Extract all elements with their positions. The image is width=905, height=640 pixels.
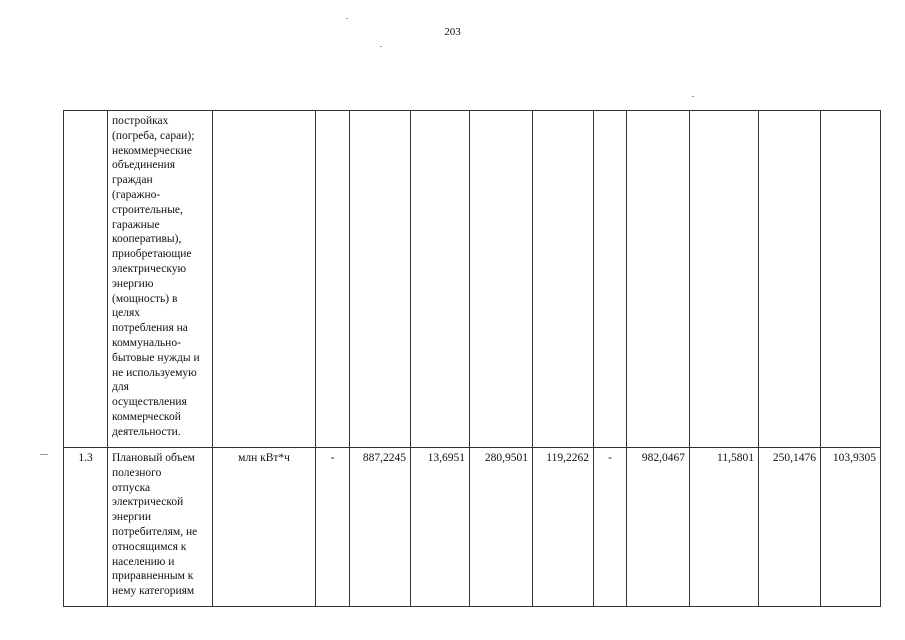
value-cell: 280,9501: [470, 448, 533, 607]
description-line: (гаражно-: [112, 188, 161, 201]
value-cell: [470, 111, 533, 448]
value-cell: [759, 111, 821, 448]
value-cell: 887,2245: [350, 448, 411, 607]
description-line: для: [112, 381, 129, 394]
description-line: потребления на: [112, 322, 188, 335]
value-cell: [411, 111, 470, 448]
description-line: целях: [112, 307, 141, 320]
scan-speck: [40, 454, 48, 455]
description-line: приравненным к: [112, 570, 194, 583]
row-index-cell: [64, 111, 108, 448]
description-line: бытовые нужды и: [112, 351, 200, 364]
description-line: электрическую: [112, 262, 187, 275]
value-cell: [350, 111, 411, 448]
row-unit-cell: млн кВт*ч: [213, 448, 316, 607]
description-line: граждан: [112, 174, 153, 187]
value-cell: 11,5801: [690, 448, 759, 607]
table-row: [64, 111, 881, 448]
value-cell: 250,1476: [759, 448, 821, 607]
row-unit-cell: [213, 111, 316, 448]
description-line: Плановый объем: [112, 452, 195, 464]
value-cell: [821, 111, 881, 448]
value-cell: [594, 111, 627, 448]
description-line: строительные,: [112, 203, 183, 216]
description-line: постройках: [112, 115, 169, 127]
row-description-cell: [108, 448, 213, 607]
description-line: осуществления: [112, 396, 187, 409]
description-line: (погреба, сараи);: [112, 129, 195, 142]
description-line: объединения: [112, 159, 176, 172]
value-cell: 982,0467: [627, 448, 690, 607]
description-line: отпуска: [112, 481, 151, 494]
data-table: [63, 110, 881, 607]
table-row: [64, 448, 881, 607]
description-line: коммерческой: [112, 410, 181, 423]
page-number: 203: [444, 26, 461, 38]
description-line: кооперативы),: [112, 233, 182, 246]
description-line: не используемую: [112, 366, 197, 379]
scan-speck: [346, 18, 348, 19]
description-line: деятельности.: [112, 425, 181, 438]
description-line: относящимся к: [112, 540, 187, 553]
description-line: гаражные: [112, 218, 160, 231]
row-description-cell: [108, 111, 213, 448]
value-cell: -: [594, 448, 627, 607]
description-line: коммунально-: [112, 336, 181, 349]
value-cell: [316, 111, 350, 448]
value-cell: -: [316, 448, 350, 607]
description-line: полезного: [112, 466, 162, 479]
value-cell: [533, 111, 594, 448]
value-cell: 13,6951: [411, 448, 470, 607]
scan-speck: [380, 46, 382, 47]
scan-speck: [692, 96, 694, 97]
value-cell: [627, 111, 690, 448]
value-cell: 119,2262: [533, 448, 594, 607]
description-line: нему категориям: [112, 585, 195, 598]
description-line: потребителям, не: [112, 525, 198, 538]
description-line: населению и: [112, 555, 175, 568]
description-line: энергию: [112, 277, 154, 290]
value-cell: 103,9305: [821, 448, 881, 607]
description-line: электрической: [112, 496, 184, 509]
description-line: (мощность) в: [112, 292, 178, 305]
row-index-cell: 1.3: [64, 448, 108, 607]
description-line: энергии: [112, 511, 151, 524]
description-line: приобретающие: [112, 248, 192, 261]
value-cell: [690, 111, 759, 448]
description-line: некоммерческие: [112, 144, 193, 157]
